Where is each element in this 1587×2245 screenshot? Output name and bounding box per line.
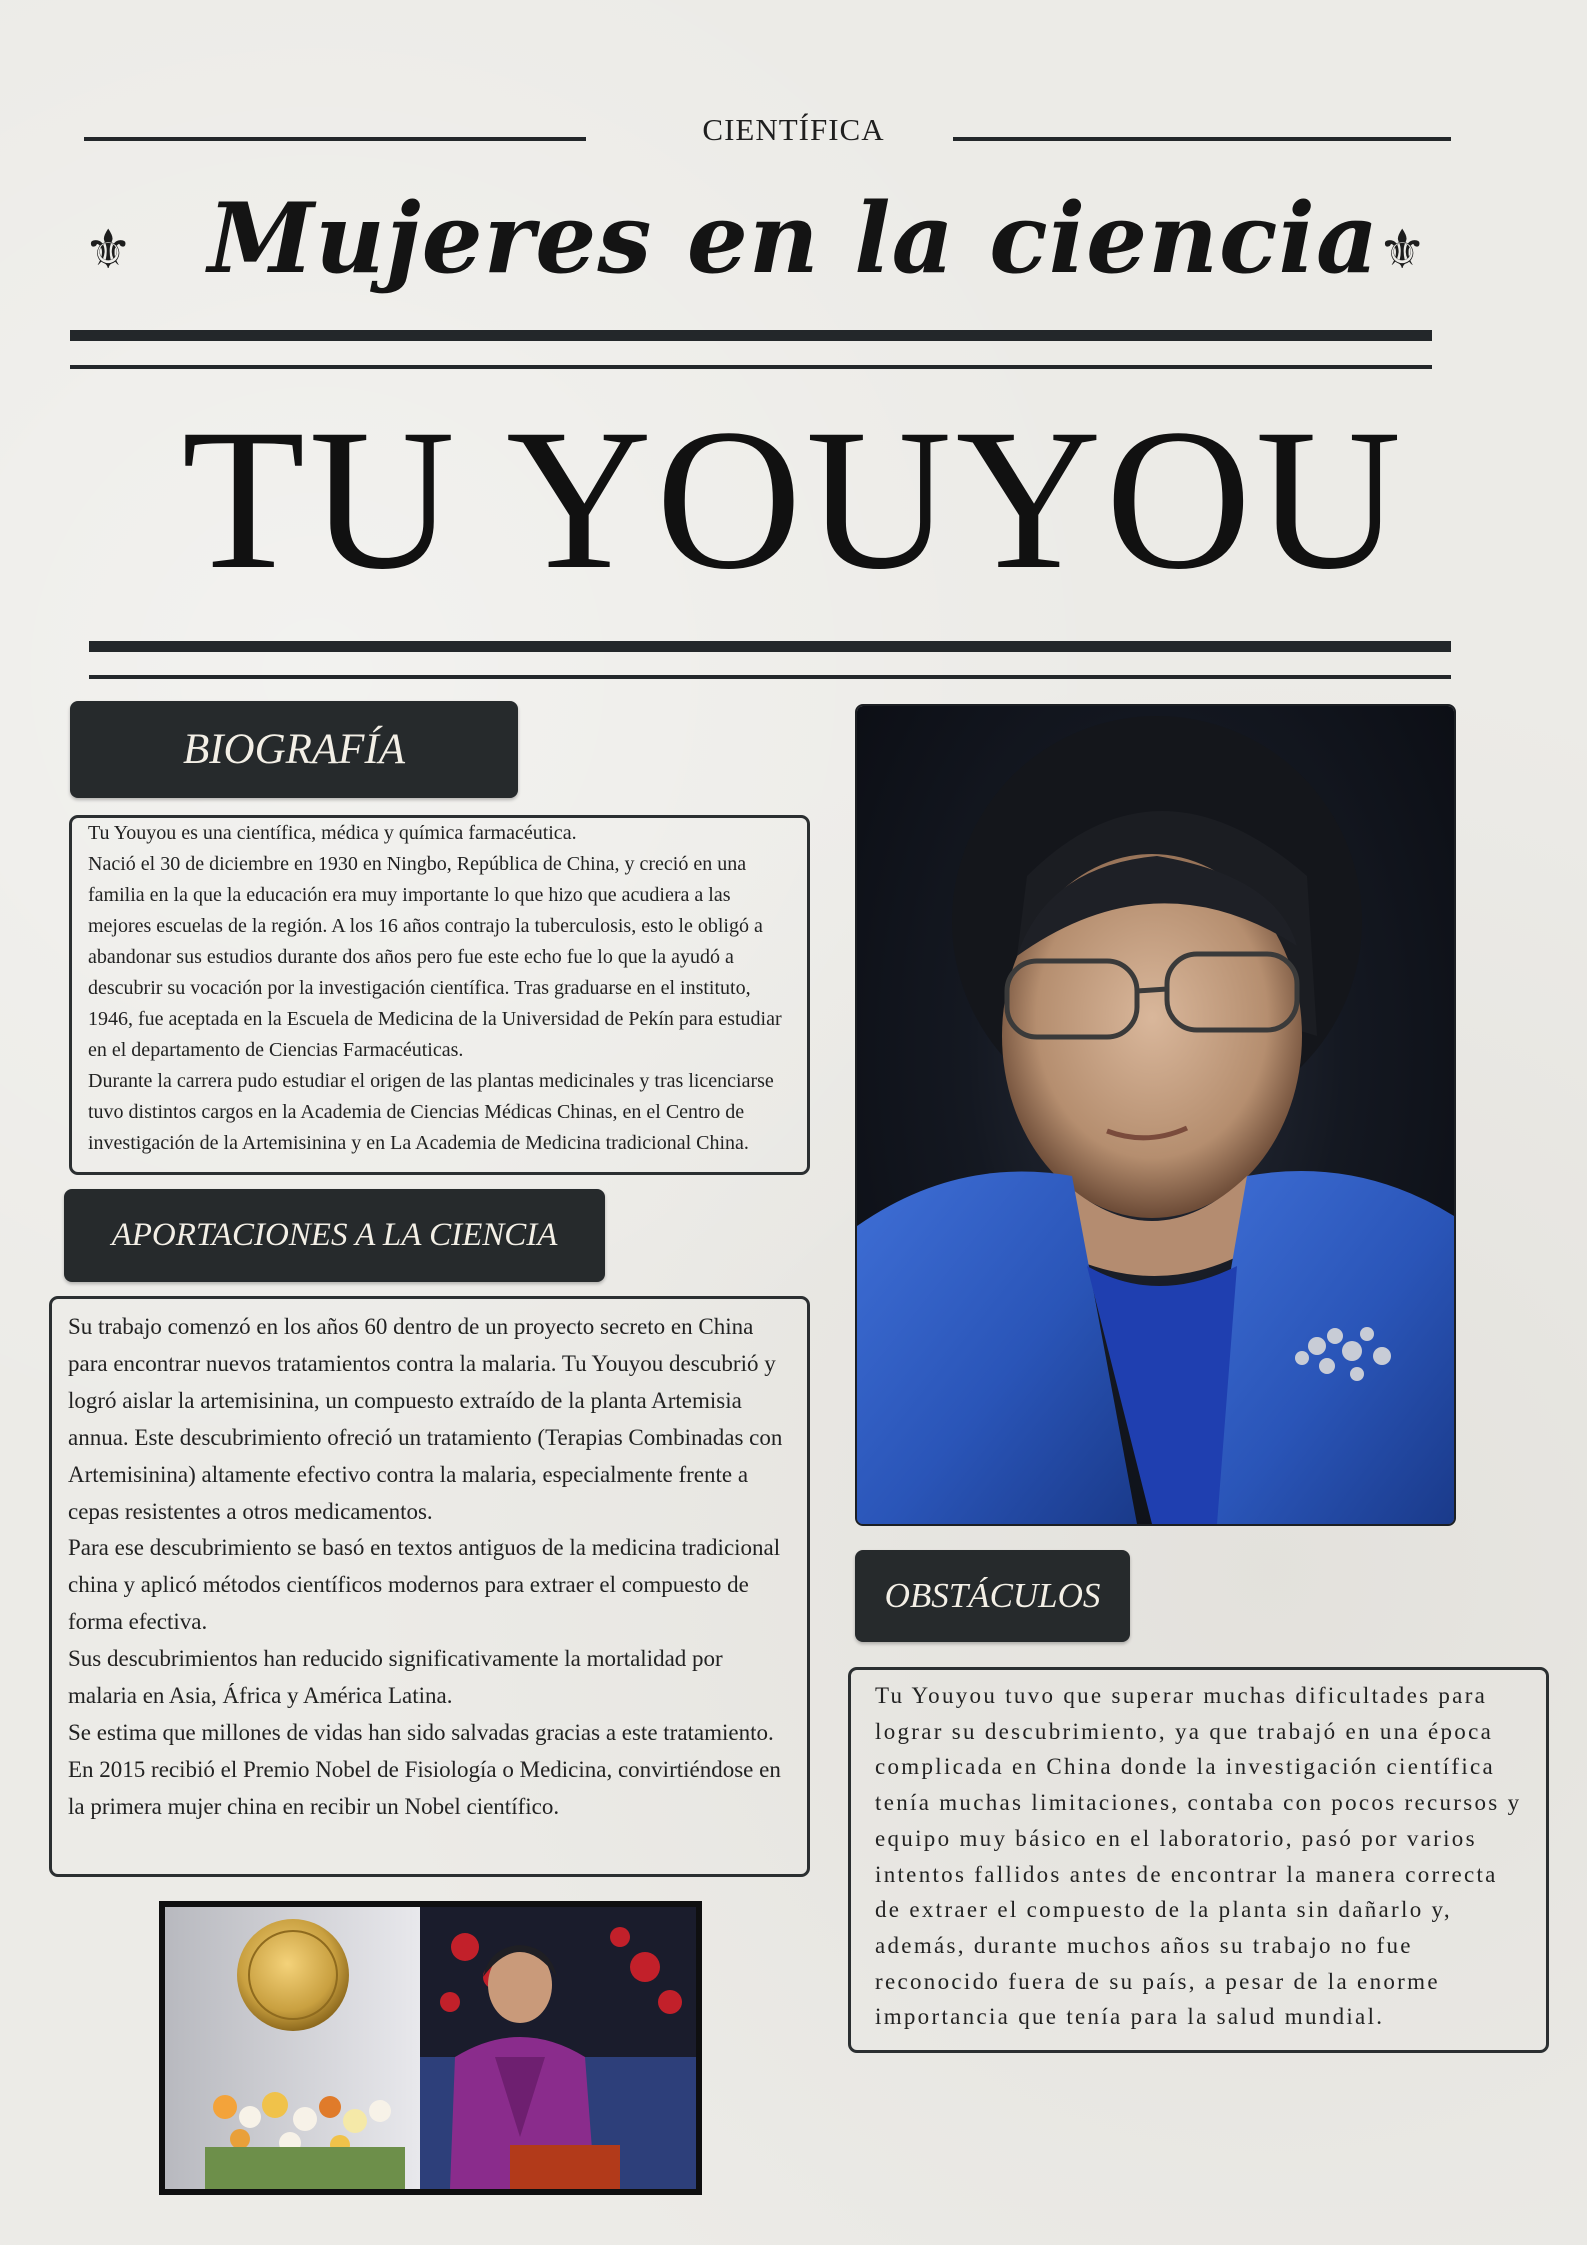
obstaculos-heading-label: OBSTÁCULOS — [884, 1576, 1101, 1615]
biografia-heading — [70, 701, 518, 798]
masthead-rule-thin — [70, 365, 1432, 369]
headline: TU YOUYOU — [181, 387, 1406, 611]
aportaciones-text: Su trabajo comenzó en los años 60 dentro de un proyecto secreto en China para encontrar nuevos tratamientos contra la malaria. Tu Youyou descubrió y logró aislar la artemisinina, un compuesto extraído de la planta Artemisia annua. Este descubrimiento ofreció un tratamiento (Terapias Combinadas con Artemisinina) altamente efectivo contra la malaria, especialmente frente a cepas resistentes a otros medicamentos. Para ese descubrimiento se basó en textos antiguos de la medicina tradicional china y aplicó métodos científicos modernos para extraer el compuesto de forma efectiva. Sus descubrimientos han reducido significativamente la mortalidad por malaria en Asia, África y América Latina. Se estima que millones de vidas han sido salvadas gracias a este tratamiento. En 2015 recibió el Premio Nobel de Fisiología o Medicina, convirtiéndose en la primera mujer china en recibir un Nobel científico. — [68, 1314, 783, 1819]
masthead: Mujeres en la ciencia — [207, 182, 1380, 295]
obstaculos-box — [848, 1667, 1549, 2053]
obstaculos-text: Tu Youyou tuvo que superar muchas dificultades para lograr su descubrimiento, ya que trabajó en una época complicada en China donde la investigación científica tenía muchas limitaciones, contaba con pocos recursos y equipo muy básico en el laboratorio, pasó por varios intentos fallidos antes de encontrar la manera correcta de extraer el compuesto de la planta sin dañarlo y, además, durante muchos años su trabajo no fue reconocido fuera de su país, a pesar de la enorme importancia que tenía para la salud mundial. — [875, 1683, 1522, 2030]
portrait-illustration — [857, 706, 1454, 1524]
biografia-heading-label: BIOGRAFÍA — [182, 726, 406, 773]
section-kicker: CIENTÍFICA — [702, 112, 885, 147]
aportaciones-heading-label: APORTACIONES A LA CIENCIA — [111, 1217, 558, 1253]
kicker-rule-right — [953, 137, 1451, 141]
headline-rule-thick — [89, 641, 1451, 652]
fleur-de-lis-icon: ⚜ — [1378, 220, 1427, 280]
portrait-photo — [857, 706, 1454, 1524]
nobel-ceremony-illustration — [165, 1907, 696, 2189]
masthead-rule-thick — [70, 330, 1432, 341]
biografia-box — [69, 815, 810, 1175]
aportaciones-box — [49, 1296, 810, 1877]
aportaciones-heading — [64, 1189, 605, 1282]
headline-rule-thin — [89, 675, 1451, 679]
biografia-text: Tu Youyou es una científica, médica y química farmacéutica. Nació el 30 de diciembre en 1930 en Ningbo, República de China, y creció en una familia en la que la educación era muy importante lo que hizo que acudiera a las mejores escuelas de la región. A los 16 años contrajo la tuberculosis, esto le obligó a abandonar sus estudios durante dos años pero fue este echo fue lo que la ayudó a descubrir su vocación por la investigación científica. Tras graduarse en el instituto, 1946, fue aceptada en la Escuela de Medicina de la Universidad de Pekín para estudiar en el departamento de Ciencias Farmacéuticas. Durante la carrera pudo estudiar el origen de las plantas medicinales y tras licenciarse tuvo distintos cargos en la Academia de Ciencias Médicas Chinas, en el Centro de investigación de la Artemisinina y en La Academia de Medicina tradicional China. — [88, 822, 782, 1154]
obstaculos-heading — [855, 1550, 1130, 1642]
nobel-ceremony-photo — [159, 1901, 702, 2195]
fleur-de-lis-icon: ⚜ — [84, 220, 133, 280]
